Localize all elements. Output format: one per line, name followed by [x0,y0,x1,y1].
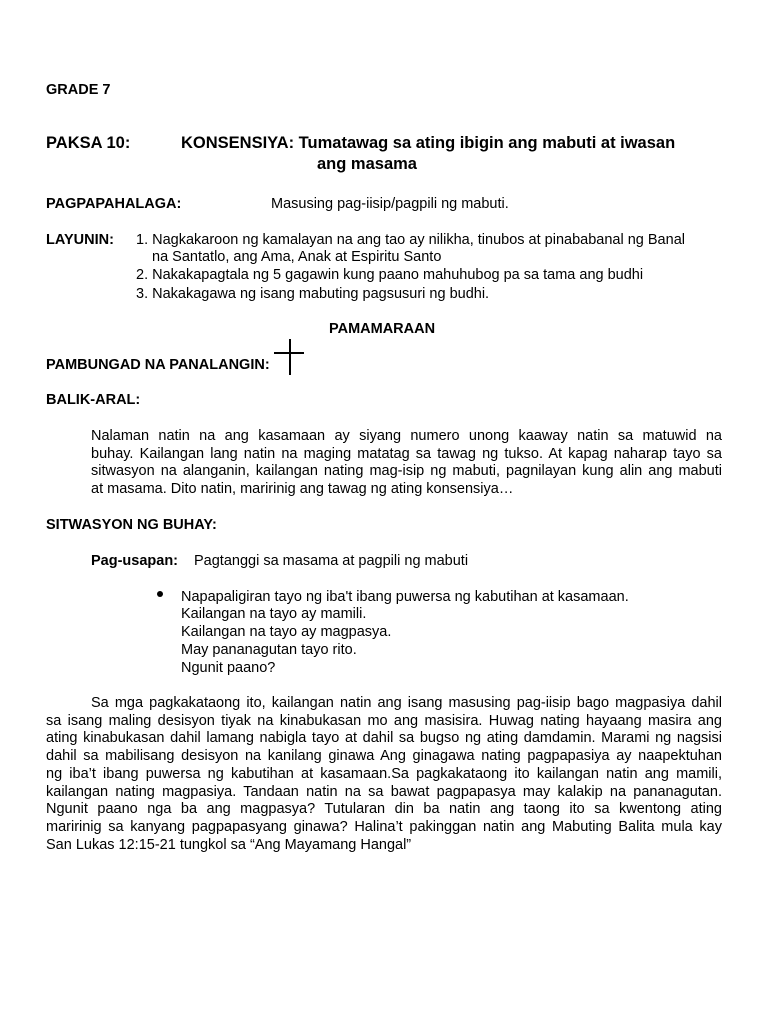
closing-line: Ngunit paano nga ba ang magpasya? Tutularan din ba natin ang taong ito sa kwentong ating [46,801,722,818]
layunin-item-2: 2. Nakakapagtala ng 5 gagawin kung paano mahuhubog pa sa tama ang budhi [136,267,644,283]
bullet-line: Napapaligiran tayo ng iba't ibang puwersa ng kabutihan at kasamaan. [181,589,629,605]
pag-usapan-label: Pag-usapan: [91,553,179,569]
closing-line: ng iba’t ibang puwersa ng kabutihan at kasamaan.Sa pagkakataong ito kailangan natin ang mamili, [46,765,722,782]
closing-line: dahil sa mabilisang desisyon na kanilang ginawa Ang ginagawa nating pagpapasiya ay naapektuhan [46,748,722,765]
closing-line: maririnig sa kanyang pagpapasyang ginawa? Halina’t pakinggan natin ang Mabuting Balita mula kay [46,818,722,835]
bullet-line: Kailangan na tayo ay mamili. [181,606,367,622]
closing-paragraph [46,695,722,854]
paksa-title-line1: KONSENSIYA: Tumatawag sa ating ibigin ang mabuti at iwasan [181,134,676,152]
paksa-label: PAKSA 10: [46,134,131,152]
sitwasyon-label: SITWASYON NG BUHAY: [46,517,217,533]
pambungad-label: PAMBUNGAD NA PANALANGIN: [46,357,270,373]
bullet-icon [157,591,163,597]
balik-aral-line: Nalaman natin na ang kasamaan ay siyang numero unong kaaway natin sa matuwid na [91,428,722,444]
bullet-line: May pananagutan tayo rito. [181,642,357,658]
pagpapahalaga-label: PAGPAPAHALAGA: [46,196,182,212]
balik-aral-line: buhay. Kailangan lang natin na maging matatag sa tawag ng tukso. At kapag naharap tayo sa [91,445,722,462]
closing-line: ating kinabukasan dahil lamang nabigla tayo at dahil sa bugso ng ating damdamin. Marami ng nagsisi [46,730,722,747]
bullet-line: Ngunit paano? [181,660,276,676]
grade-label: GRADE 7 [46,82,111,98]
closing-line: San Lukas 12:15-21 tungkol sa “Ang Mayamang Hangal” [46,836,412,853]
balik-aral-line: at masama. Dito natin, maririnig ang tawag ng ating konsensiya… [91,481,514,498]
layunin-item-1-cont: na Santatlo, ang Ama, Anak at Espiritu Santo [152,249,442,265]
balik-aral-line: sitwasyon na alanganin, kailangan nating mag-isip ng mabuti, pagnilayan kung alin ang mabuti [91,463,722,480]
layunin-item-1: 1. Nagkakaroon ng kamalayan na ang tao ay nilikha, tinubos at pinababanal ng Banal [136,232,685,248]
layunin-label: LAYUNIN: [46,232,114,248]
pag-usapan-value: Pagtanggi sa masama at pagpili ng mabuti [194,553,469,569]
closing-line: sa isang maling desisyon tiyak na kinabukasan mo ang masisira. Huwag nating hayaang masira ang [46,712,722,729]
pagpapahalaga-value: Masusing pag-iisip/pagpili ng mabuti. [271,196,509,212]
bullet-line: Kailangan na tayo ay magpasya. [181,624,392,640]
balik-aral-label: BALIK-ARAL: [46,392,141,408]
pamamaraan-heading: PAMAMARAAN [329,321,436,337]
paksa-title-line2: ang masama [317,155,417,173]
closing-line: kailangan nating magpasiya. Tandaan natin na sa bawat pagpapasya may kalakip na pananagutan. [46,783,722,800]
balik-aral-paragraph [91,428,722,499]
layunin-item-3: 3. Nakakagawa ng isang mabuting pagsusuri ng budhi. [136,286,490,302]
closing-line: Sa mga pagkakataong ito, kailangan natin ang isang masusing pag-iisip bago magpasiya dahil [91,695,722,711]
